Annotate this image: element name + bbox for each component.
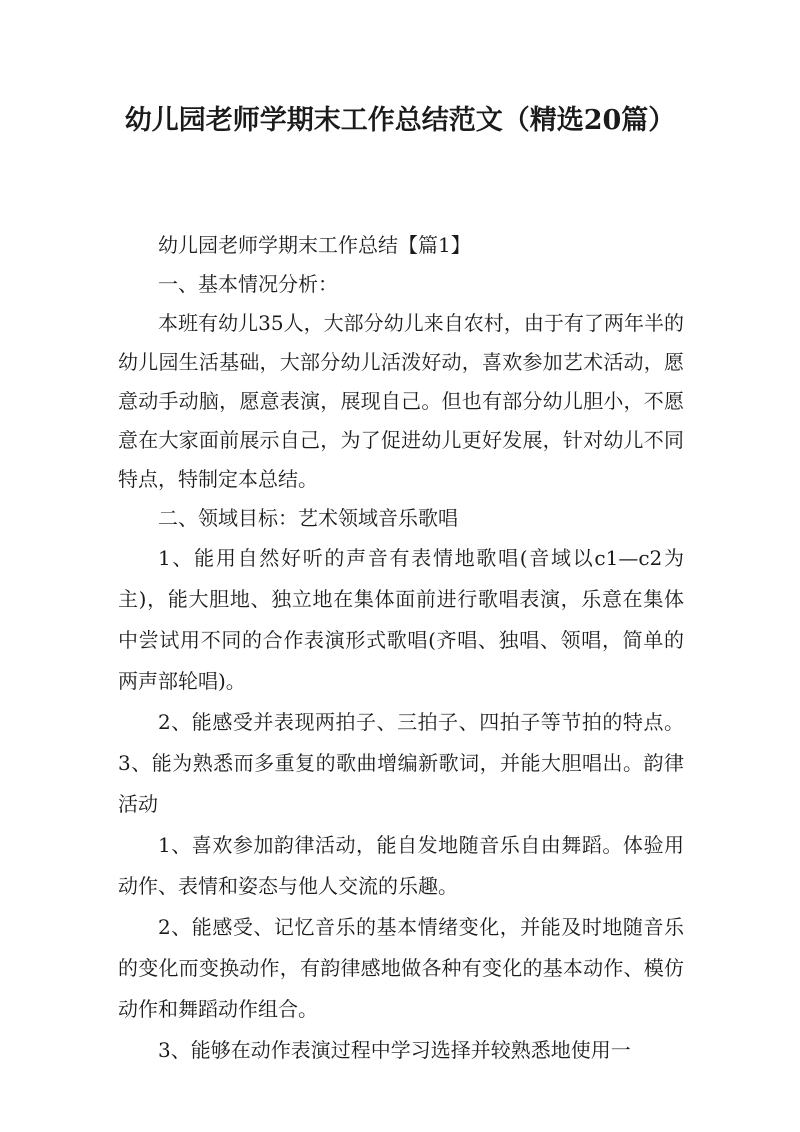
document-body — [118, 226, 684, 1071]
paragraph: 3、能够在动作表演过程中学习选择并较熟悉地使用一 — [158, 1038, 631, 1062]
document-title: 幼儿园老师学期末工作总结范文（精选20篇） — [124, 105, 676, 136]
section-heading: 幼儿园老师学期末工作总结【篇1】 — [158, 233, 471, 257]
paragraph: 二、领域目标：艺术领域音乐歌唱 — [158, 506, 458, 530]
paragraph: 1、喜欢参加韵律活动，能自发地随音乐自由舞蹈。体验用动作、表情和姿态与他人交流的乐趣。 — [118, 833, 684, 898]
paragraph: 本班有幼儿35人，大部分幼儿来自农村，由于有了两年半的幼儿园生活基础，大部分幼儿活泼好动，喜欢参加艺术活动，愿意动手动脑，愿意表演，展现自己。但也有部分幼儿胆小，不愿意在大家面前展示自己，为了促进幼儿更好发展，针对幼儿不同特点，特制定本总结。 — [118, 311, 684, 491]
paragraph: 一、基本情况分析： — [158, 272, 338, 296]
paragraph: 2、能感受、记忆音乐的基本情绪变化，并能及时地随音乐的变化而变换动作，有韵律感地做各种有变化的基本动作、模仿动作和舞蹈动作组合。 — [118, 915, 684, 1021]
paragraph: 2、能感受并表现两拍子、三拍子、四拍子等节拍的特点。3、能为熟悉而多重复的歌曲增编新歌词，并能大胆唱出。韵律活动 — [118, 710, 684, 816]
paragraph: 1、能用自然好听的声音有表情地歌唱(音域以c1—c2为主)，能大胆地、独立地在集体面前进行歌唱表演，乐意在集体中尝试用不同的合作表演形式歌唱(齐唱、独唱、领唱，简单的两声部轮唱)。 — [118, 546, 684, 693]
